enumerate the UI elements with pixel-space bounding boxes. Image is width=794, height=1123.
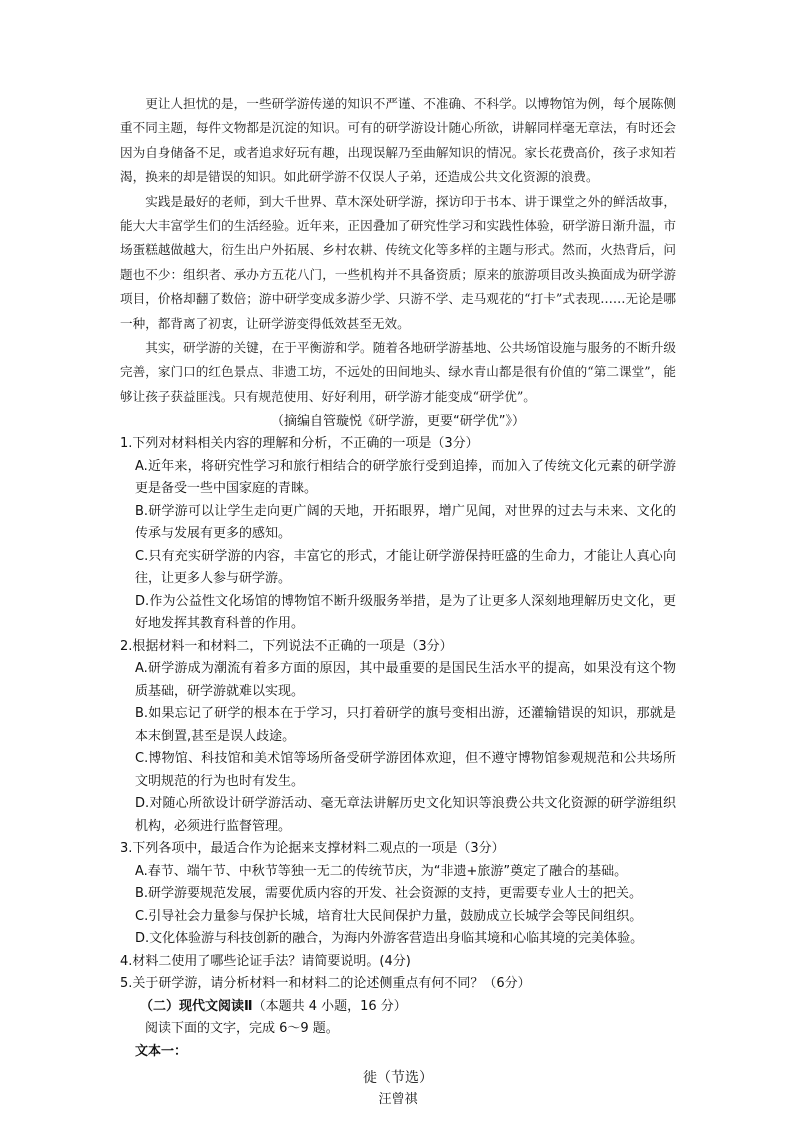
text-label: 文本一： — [135, 1043, 188, 1059]
option-d: D.文化体验游与科技创新的融合，为海内外游客营造出身临其境和心临其境的完美体验。 — [135, 931, 644, 947]
question-4 — [120, 951, 676, 974]
passage-paragraph-3: 其实，研学游的关键，在于平衡游和学。随着各地研学游基地、公共场馆设施与服务的不断升级完善，家门口的红色景点、非遗工坊，不远处的田间地头、绿水青山都是很有价值的“第二课堂”，能够让孩子获益匪浅。只有规范使用、好好利用，研学游才能变成“研学优”。 — [120, 340, 676, 404]
option-c: C.引导社会力量参与保护长城，培育壮大民间保护力量，鼓励成立长城学会等民间组织。 — [135, 908, 643, 924]
document-body — [120, 92, 676, 1111]
option-c: C.只有充实研学游的内容，丰富它的形式，才能让研学游保持旺盛的生命力，才能让人真心向往，让更多人参与研学游。 — [135, 548, 676, 587]
question-stem: 3.下列各项中，最适合作为论据来支撑材料二观点的一项是（3分） — [120, 841, 505, 857]
question-stem: 4.材料二使用了哪些论证手法？请简要说明。(4分) — [120, 953, 411, 969]
option-b: B.研学游要规范发展，需要优质内容的开发、社会资源的支持，更需要专业人士的把关。 — [135, 886, 643, 902]
option-b: B.研学游可以让学生走向更广阔的天地，开拓眼界，增广见闻，对世界的过去与未来、文化的传承与发展有更多的感知。 — [135, 503, 676, 542]
option-b: B.如果忘记了研学的根本在于学习，只打着研学的旗号变相出游，还灌输错误的知识，那就是本末倒置,甚至是误人歧途。 — [135, 706, 676, 744]
section-heading — [120, 996, 676, 1019]
excerpt-author: 汪曾祺 — [378, 1092, 418, 1108]
passage-paragraph-1: 更让人担忧的是，一些研学游传递的知识不严谨、不准确、不科学。以博物馆为例，每个展陈侧重不同主题，每件文物都是沉淀的知识。可有的研学游设计随心所欲，讲解同样毫无章法，有时还会因为自身储备不足，或者追求好玩有趣，出现误解乃至曲解知识的情况。家长花费高价，孩子求知若渴，换来的却是错误的知识。如此研学游不仅误人子弟，还造成公共文化资源的浪费。 — [120, 96, 676, 185]
option-c: C.博物馆、科技馆和美术馆等场所备受研学游团体欢迎，但不遵守博物馆参观规范和公共场所文明规范的行为也时有发生。 — [135, 751, 676, 789]
question-stem: 5.关于研学游，请分析材料一和材料二的论述侧重点有何不同？（6分） — [120, 976, 531, 992]
question-5 — [120, 973, 676, 996]
option-d: D.对随心所欲设计研学游活动、毫无章法讲解历史文化知识等浪费公共文化资源的研学游组织机构，必须进行监督管理。 — [135, 796, 676, 834]
option-a: A.春节、端午节、中秋节等独一无二的传统节庆，为“非遗+旅游”奠定了融合的基础。 — [135, 863, 628, 879]
question-stem: 2.根据材料一和材料二，下列说法不正确的一项是（3分） — [120, 638, 453, 654]
question-list — [120, 433, 676, 996]
reading-section-2 — [120, 996, 676, 1112]
section-heading-note: （本题共 4 小题，16 分） — [252, 998, 407, 1014]
question-2 — [120, 636, 676, 839]
option-a: A.近年来，将研究性学习和旅行相结合的研学旅行受到追捧，而加入了传统文化元素的研学游更是备受一些中国家庭的青睐。 — [135, 458, 676, 497]
passage-source: （摘编自管璇悦《研学游，更要“研学优”》） — [271, 414, 525, 430]
question-1 — [120, 433, 676, 636]
passage-paragraph-2: 实践是最好的老师，到大千世界、草木深处研学游，探访印于书本、讲于课堂之外的鲜活故事，能大大丰富学生们的生活经验。近年来，正因叠加了研究性学习和实践性体验，研学游日渐升温，市场蛋糕越做越大，衍生出户外拓展、乡村农耕、传统文化等多样的主题与形式。然而，火热背后，问题也不少：组织者、承办方五花八门，一些机构并不具备资质；原来的旅游项目改头换面成为研学游项目，价格却翻了数倍；游中研学变成多游少学、只游不学、走马观花的“打卡”式表现……无论是哪一种，都背离了初衷，让研学游变得低效甚至无效。 — [120, 193, 676, 331]
option-d: D.作为公益性文化场馆的博物馆不断升级服务举措，是为了让更多人深刻地理解历史文化，更好地发挥其教育科普的作用。 — [135, 593, 676, 632]
option-a: A.研学游成为潮流有着多方面的原因，其中最重要的是国民生活水平的提高，如果没有这个物质基础，研学游就难以实现。 — [135, 661, 676, 699]
question-stem: 1.下列对材料相关内容的理解和分析，不正确的一项是（3分） — [120, 436, 479, 452]
excerpt-title: 徙（节选） — [363, 1070, 433, 1087]
reading-passage — [120, 92, 676, 433]
section-instruction: 阅读下面的文字，完成 6～9 题。 — [145, 1021, 339, 1037]
section-heading-title: （二）现代文阅读Ⅱ — [140, 998, 253, 1014]
question-3 — [120, 838, 676, 951]
